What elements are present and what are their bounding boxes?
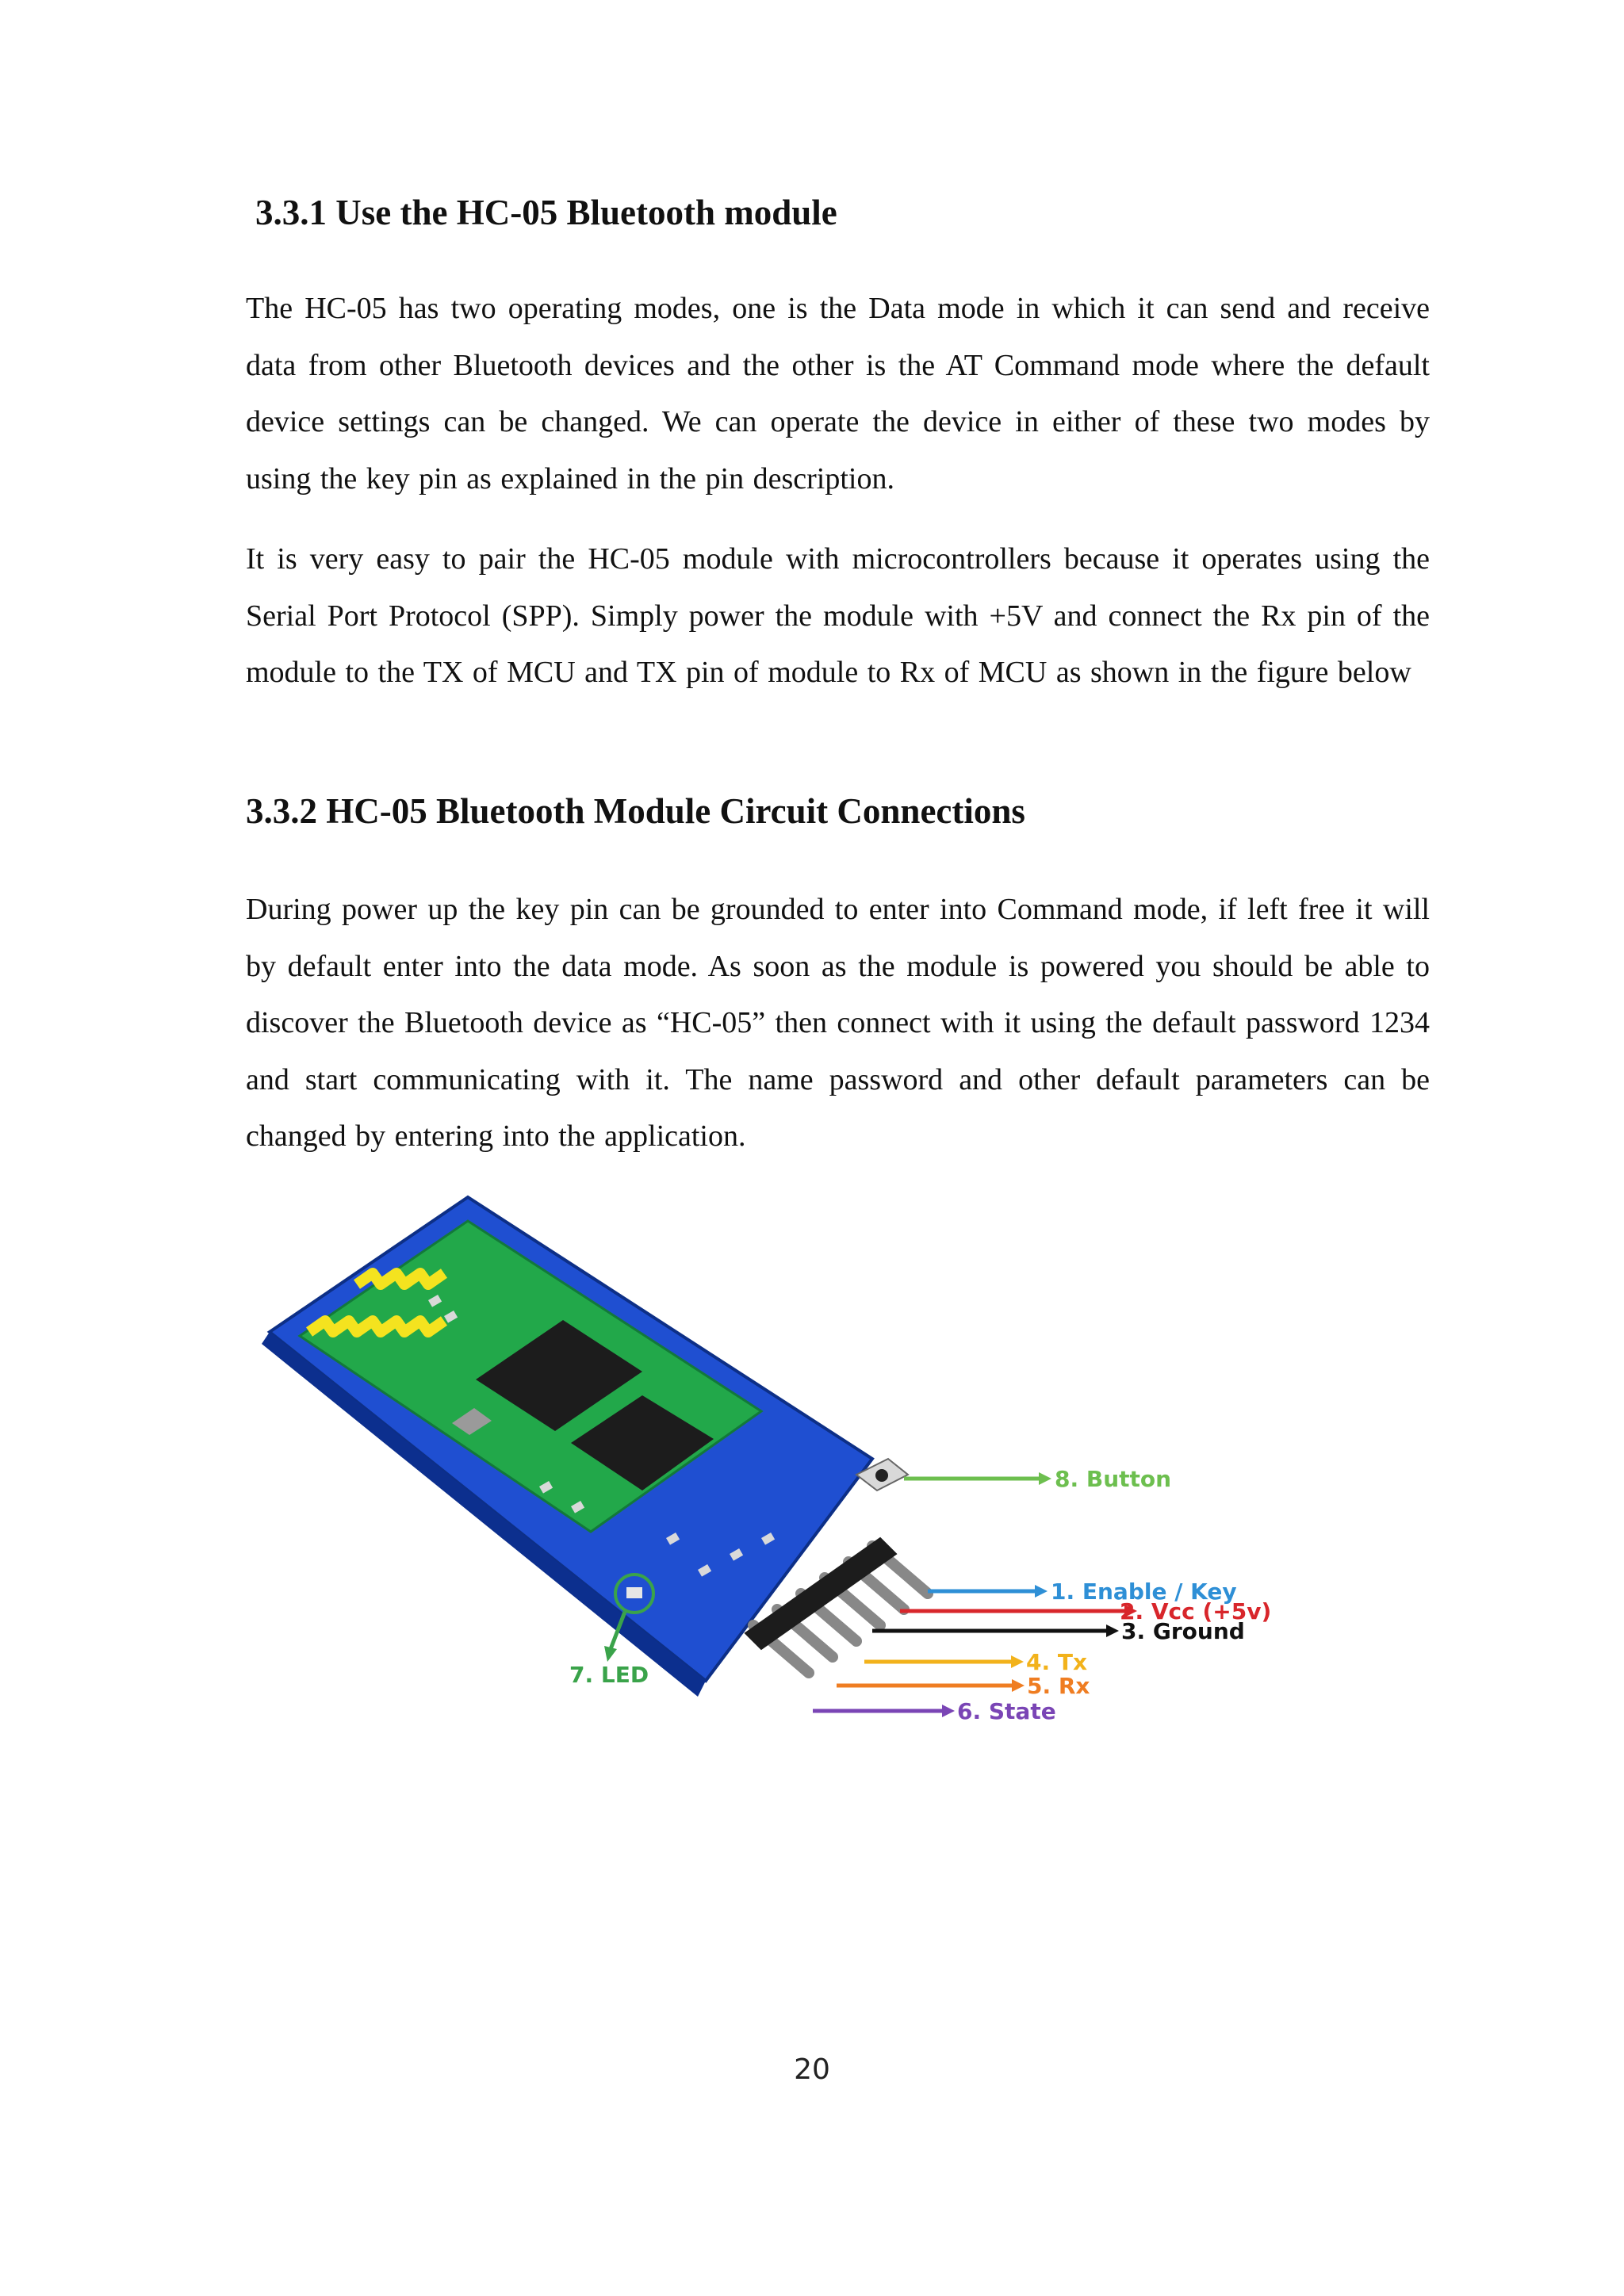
paragraph: It is very easy to pair the HC-05 module with microcontrollers because it operates using the Serial Port Protocol (SPP). Simply power the module with +5V and connect the Rx pin of the module to the TX of MCU and TX pin of module to Rx of MCU as shown in the figure below [246, 542, 1430, 689]
paragraph: The HC-05 has two operating modes, one is the Data mode in which it can send and receive data from other Bluetooth devices and the other is the AT Command mode where the default device settings can be changed. We can operate the device in either of these two modes by using the key pin as explained in the pin description. [246, 292, 1430, 496]
section-heading: 3.3.1 Use the HC-05 Bluetooth module [255, 193, 837, 232]
hc05-pinout-figure [238, 1173, 1300, 1744]
pin-label-ground: 3. Ground [1121, 1618, 1245, 1644]
paragraph: During power up the key pin can be grounded to enter into Command mode, if left free it will by default enter into the data mode. As soon as the module is powered you should be able to discover the Bluetooth device as “HC-05” then connect with it using the default password 1234 and start communicating with it. The name password and other default parameters can be changed by entering into the application. [246, 893, 1430, 1153]
pin-label-state: 6. State [957, 1698, 1056, 1724]
pin-label-led: 7. LED [569, 1662, 649, 1688]
section-heading: 3.3.2 HC-05 Bluetooth Module Circuit Connections [246, 791, 1025, 831]
pin-label-rx: 5. Rx [1027, 1673, 1090, 1699]
hc05-module-illustration [238, 1173, 1300, 1744]
pin-label-tx: 4. Tx [1026, 1649, 1088, 1675]
module-board [262, 1197, 908, 1697]
pin-label-enable-key: 1. Enable / Key [1051, 1578, 1237, 1605]
page-number: 20 [794, 2053, 830, 2086]
pin-label-button: 8. Button [1055, 1466, 1172, 1492]
pin-label-vcc: 2. Vcc (+5v) [1120, 1598, 1272, 1624]
